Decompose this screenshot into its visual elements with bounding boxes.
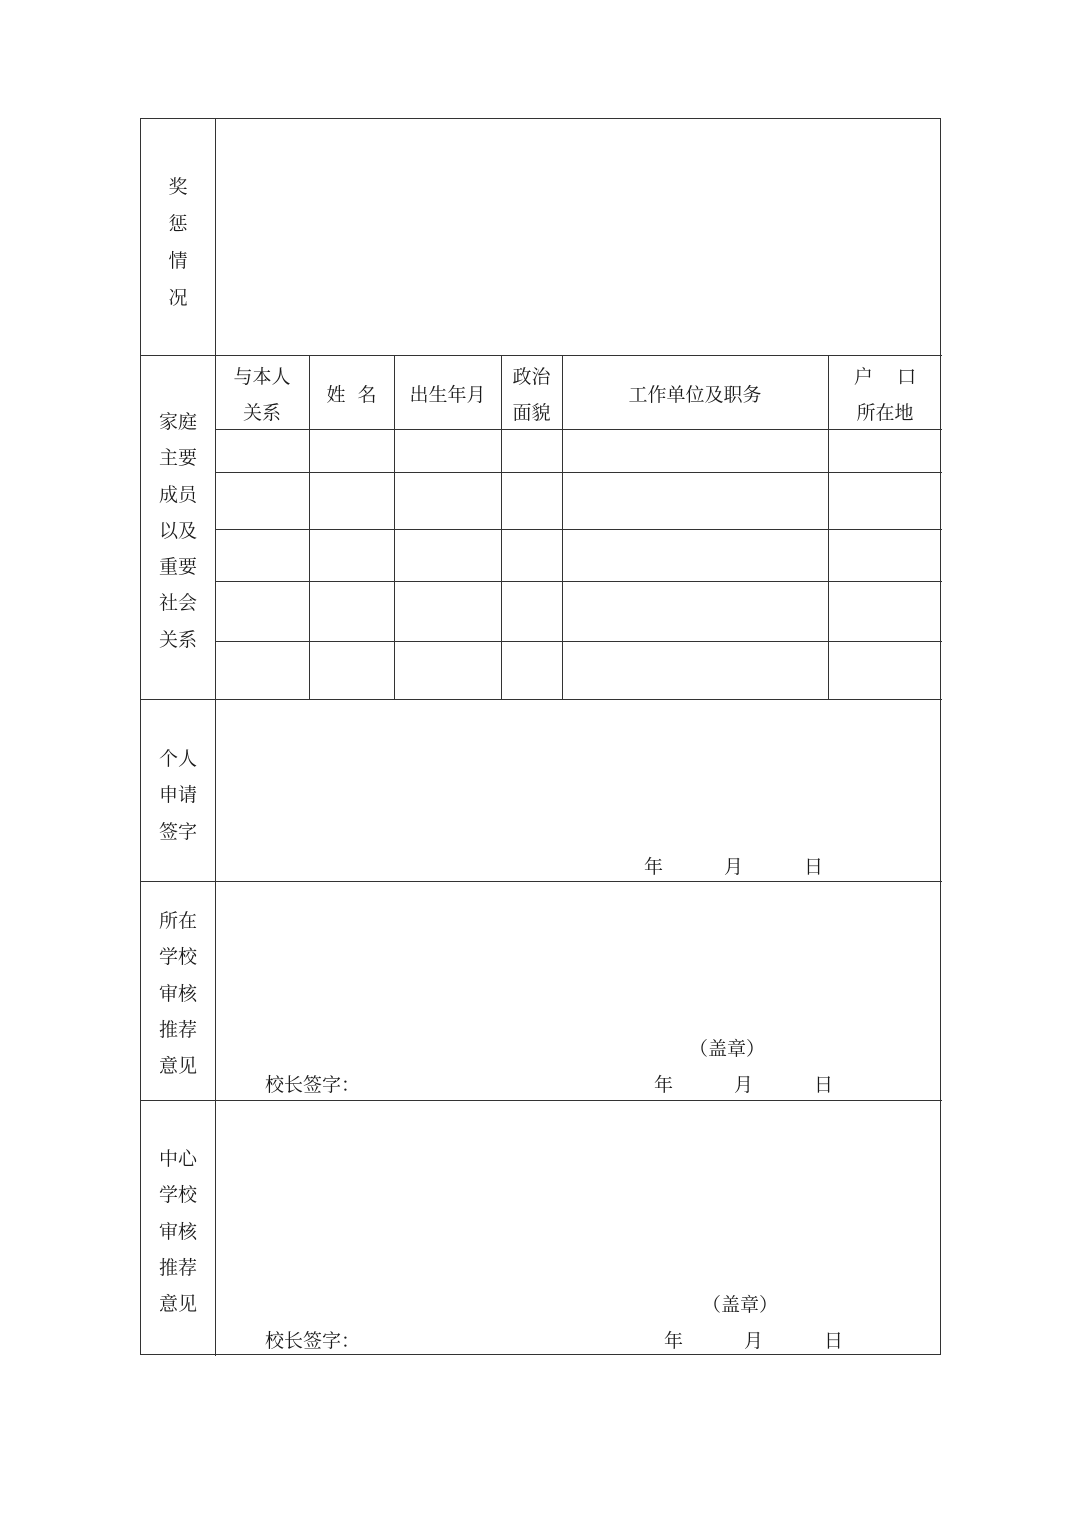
personal-date-year: 年 [644, 856, 664, 878]
center-principal-signature: 校长签字： [265, 1330, 361, 1352]
rewards-label: 奖 惩 情 况 [168, 176, 188, 309]
school-seal-note: （盖章） [689, 1038, 766, 1060]
school-date-year: 年 [654, 1074, 674, 1096]
header-hukou: 户 口 所在地 [853, 366, 917, 424]
personal-label: 个人 申请 签字 [158, 748, 197, 843]
school-label: 所在 学校 审核 推荐 意见 [158, 910, 197, 1078]
center-label: 中心 学校 审核 推荐 意见 [158, 1148, 197, 1316]
center-seal-note: （盖章） [702, 1294, 779, 1316]
center-opinion-field[interactable] [217, 1102, 939, 1282]
family-row-line [215, 581, 942, 582]
school-date-day: 日 [814, 1074, 834, 1096]
center-date-month: 月 [744, 1330, 764, 1352]
header-work: 工作单位及职务 [628, 384, 762, 406]
header-relation: 与本人 关系 [233, 366, 291, 424]
header-name: 姓 名 [326, 384, 377, 406]
personal-date-day: 日 [804, 856, 824, 878]
personal-signature-field[interactable] [217, 701, 939, 841]
rewards-bottom-border [141, 355, 942, 356]
family-row-line [215, 472, 942, 473]
school-opinion-field[interactable] [217, 883, 939, 1028]
center-date-day: 日 [824, 1330, 844, 1352]
family-row-line [215, 641, 942, 642]
rewards-content-field[interactable] [217, 120, 939, 354]
school-principal-signature: 校长签字： [265, 1074, 361, 1096]
header-political: 政治 面貌 [512, 366, 551, 424]
center-date-year: 年 [664, 1330, 684, 1352]
family-row-line [215, 529, 942, 530]
school-date-month: 月 [734, 1074, 754, 1096]
application-form-table [140, 118, 941, 1355]
family-label: 家庭 主要 成员 以及 重要 社会 关系 [158, 411, 197, 651]
header-birth: 出生年月 [409, 384, 486, 406]
personal-date-month: 月 [724, 856, 744, 878]
